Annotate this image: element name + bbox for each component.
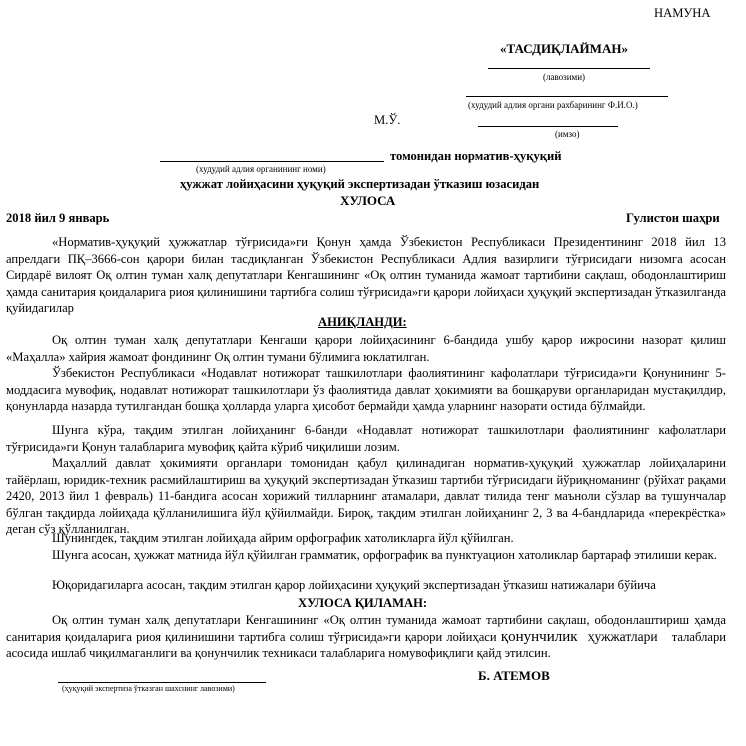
signer-position-caption: (ҳуқуқий экспертиза ўтказган шахснинг лавозими) [62, 684, 235, 693]
paragraph-2: Ўзбекистон Республикаси «Нодавлат нотижорат ташкилотлари фаолиятининг кафолатлари тўғрисида»ги Қонунининг 5-моддасига мувофиқ, нодавлат нотижорат ташкилотлари ўз фаолиятида давлат ҳокимияти ва бошқаруви органларидан мустақилдир, қонунларда назарда тутилгандан бошқа ҳолларда уларга ҳисобот бермайди ҳамда уларнинг назорати остида бўлмайди. [6, 366, 726, 413]
organ-caption: (худудий адлия органининг номи) [196, 164, 326, 174]
signer-name: Б. АТЕМОВ [478, 668, 550, 683]
paragraph-4: Маҳаллий давлат ҳокимияти органлари томонидан қабул қилинадиган норматив-ҳуқуқий ҳужжатлар лойиҳаларини тайёрлаш, юридик-техник расмийлаштириш ва ҳуқуқий экспертизадан ўтказиш тартиби тўғрисидаги йўриқноманинг (рўйхат рақами 2420, 2013 йил 1 февраль) 11-бандига асосан хорижий тилларнинг атамалари, давлат тилида тенг маънoли сўзлар ва тушунчалар бўлган тақдирда лойиҳада қўлланилишига йўл қўйилмайди. Бироқ, тақдим этилган лойиҳанинг 2, 3 ва 4-бандларида «перекрёстка» деган сўз қўлланилган. [6, 456, 726, 536]
document-title: ХУЛОСА [340, 193, 396, 208]
paragraph-3: Шунга кўра, тақдим этилган лойиҳанинг 6-банди «Нодавлат нотижорат ташкилотлари фаолиятининг кафолатлари тўғрисида»ги Қонун талабларига мувофиқ қайта кўриб чиқилиши лозим. [6, 423, 726, 454]
position-line [488, 68, 650, 69]
paragraph-8 [6, 612, 726, 662]
signature-caption: (имзо) [555, 129, 580, 139]
found-heading: АНИҚЛАНДИ: [318, 315, 407, 329]
sample-mark: НАМУНА [654, 6, 711, 20]
signer-position-line [58, 682, 266, 683]
organ-name-line [160, 161, 384, 162]
paragraph-8-emphasis-1: қонунчилик [500, 628, 578, 645]
header-by-text: томонидан норматив-ҳуқуқий [390, 149, 562, 163]
head-name-line [466, 96, 668, 97]
intro-paragraph: «Норматив-ҳуқуқий ҳужжатлар тўғрисида»ги Қонун ҳамда Ўзбекистон Республикаси Президентининг 2018 йил 13 апрелдаги ПҚ–3666-сон қарори билан тасдиқланган Ўзбекистон Республикаси Адлия вазирлиги тўғрисидаги низомга асосан Сирдарё вилоят Оқ олтин туман халқ депутатлари Кенгашининг «Оқ олтин туманида жамоат тартибини сақлаш, ободонлаштириш ҳамда санитария қоидаларига риоя қилинишини тартибга солиш тўғрисида»ги қарори лойиҳаси ҳуқуқий экспертизадан ўтказилганда қуйидагилар [6, 235, 726, 315]
header-line-2: ҳужжат лойиҳасини ҳуқуқий экспертизадан ўтказиш юзасидан [180, 177, 540, 191]
conclude-heading: ХУЛОСА ҚИЛАМАН: [298, 596, 428, 610]
position-caption: (лавозими) [543, 72, 586, 82]
paragraph-1: Оқ олтин туман халқ депутатлари Кенгаши қарори лойиҳасининг 6-бандида ушбу қарор ижросини назорат қилиш «Маҳалла» хайрия жамоат фондининг Оқ олтин тумани бўлимига юклатилган. [6, 333, 726, 364]
document-date: 2018 йил 9 январь [6, 211, 110, 225]
paragraph-8-tail: талаблари асосида ишлаб чиқилмаганлиги ва қонунчилик техникаси талабларига номувофиқлиги қайд этилсин. [6, 629, 727, 660]
paragraph-8-text: Оқ олтин туман халқ депутатлари Кенгашининг «Оқ олтин туманида жамоат тартибини сақлаш, ободонлаштириш ҳамда санитария қоидаларига риоя қилинишини тартибга солиш тўғрисида»ги қарори лойиҳаси [6, 613, 726, 644]
signature-line [478, 126, 618, 127]
paragraph-6: Шунга асосан, ҳужжат матнида йўл қўйилган грамматик, орфографик ва пунктуацион хатоликлар бартараф этилиши керак. [52, 548, 717, 562]
head-caption: (худудий адлия органи рахбарининг Ф.И.О.) [468, 100, 638, 110]
paragraph-5: Шунингдек, тақдим этилган лойиҳада айрим орфографик хатоликларга йўл қўйилган. [52, 531, 514, 545]
seal-mark: М.Ў. [374, 113, 401, 127]
paragraph-7: Юқоридагиларга асосан, тақдим этилган қарор лойиҳасини ҳуқуқий экспертизадан ўтказиш натижалари бўйича [52, 578, 656, 592]
approve-title: «ТАСДИҚЛАЙМАН» [500, 41, 628, 56]
document-place: Гулистон шаҳри [626, 211, 720, 225]
paragraph-8-emphasis-2: ҳужжатлари [587, 628, 658, 644]
